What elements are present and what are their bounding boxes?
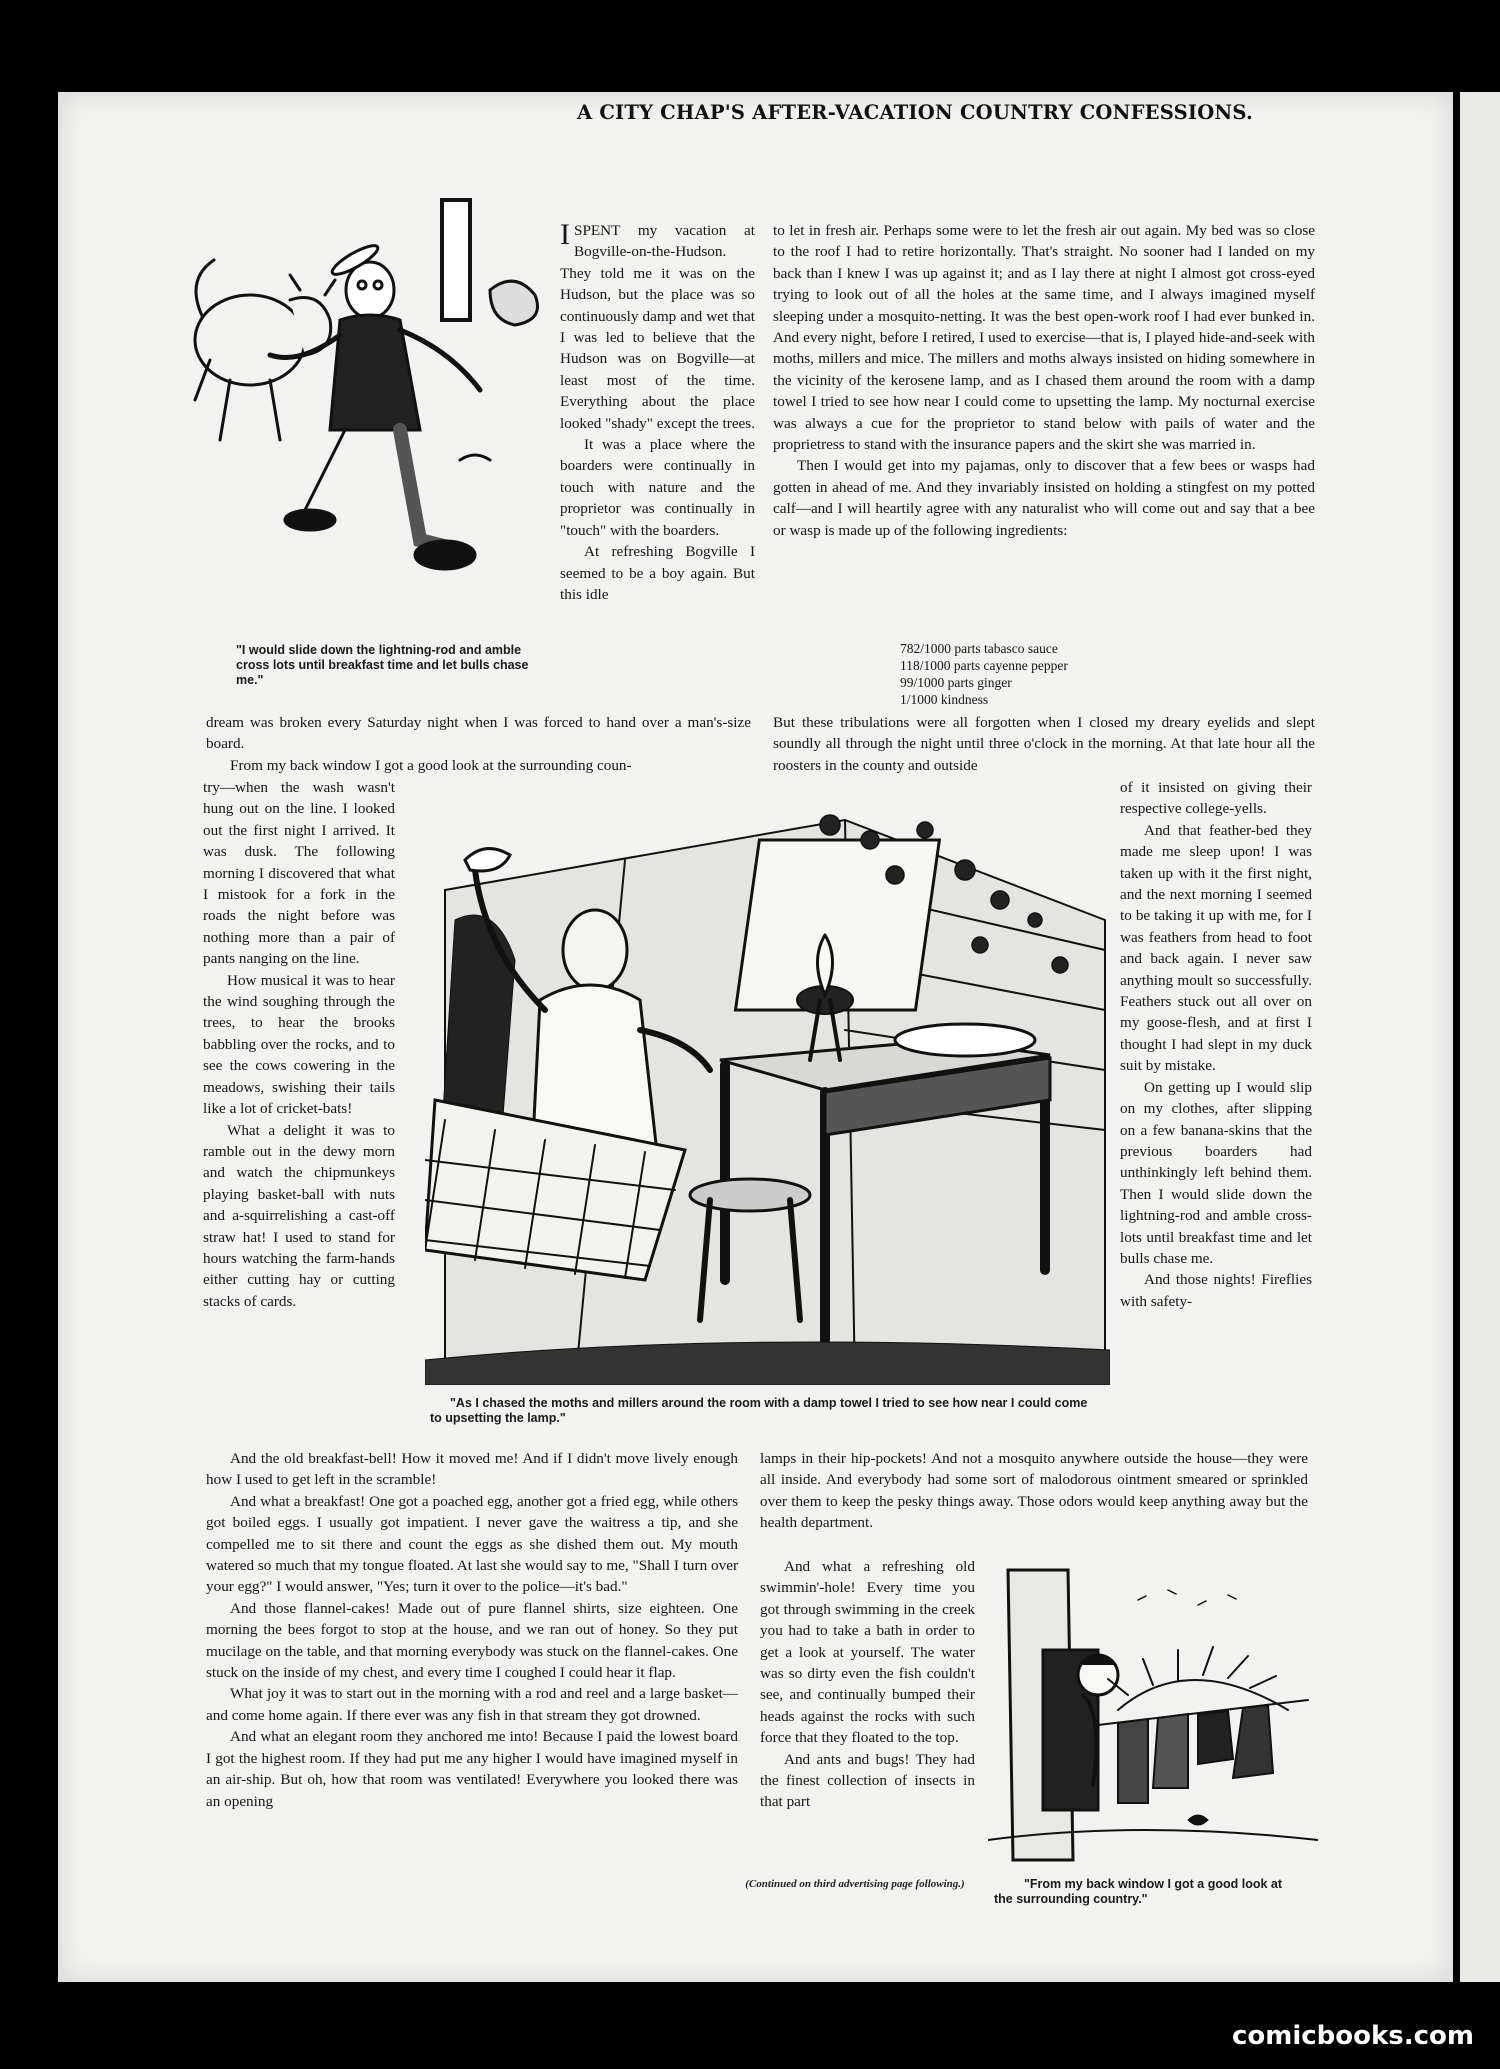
paragraph: And that feather-bed they made me sleep upon! I was taken up with it the first night, and the next morning I seemed to be taking it up with me, for I was feathers from head to foot and back again. I never saw anything moult so successfully. Feathers stuck out all over on my goose-flesh, and at first I thought I had slept in my duck suit by mistake. bbox=[1120, 821, 1312, 1075]
paragraph: What a delight it was to ramble out in the dewy morn and watch the chipmunkeys playing basket-ball with nuts and a-squirrelishing a cast-off straw hat! I used to stand for hours watching the farm-hands either cutting hay or cutting stacks of cards. bbox=[203, 1121, 395, 1310]
paragraph: How musical it was to hear the wind soughing through the trees, to hear the brooks babbling over the rocks, and to see the cows cowering in the meadows, swishing their tails like a lot of cricket-bats! bbox=[203, 971, 395, 1118]
caption-back-window: "From my back window I got a good look at the surrounding country." bbox=[994, 1877, 1283, 1906]
article-bottom-right-wide bbox=[760, 1448, 1308, 1534]
article-column-a-top bbox=[560, 220, 755, 605]
article-column-right-top bbox=[773, 220, 1315, 541]
ingredient-item: 99/1000 parts ginger bbox=[900, 675, 1012, 690]
article-wide-right bbox=[773, 712, 1315, 776]
article-bottom-right-narrow bbox=[760, 1556, 975, 1813]
continued-note: (Continued on third advertising page following.) bbox=[745, 1878, 965, 1890]
paragraph: And what a refreshing old swimmin'-hole! Every time you got through swimming in the creek you had to take a bath in order to get a look at yourself. The water was so dirty even the fish couldn't see, and continually bumped their heads against the rocks with such force that they floated to the top. bbox=[760, 1558, 975, 1747]
paragraph: And ants and bugs! They had the finest collection of insects in that part bbox=[760, 1750, 975, 1811]
paragraph: From my back window I got a good look at the surrounding coun- bbox=[230, 756, 632, 774]
paragraph: of it insisted on giving their respective college-yells. bbox=[1120, 779, 1312, 818]
paragraph: to let in fresh air. Perhaps some were to let the fresh air out again. My bed was so close to the roof I had to retire horizontally. That's straight. No sooner had I landed on my back than I knew I was up against it; and as I lay there at night I almost got cross-eyed trying to look out of all the holes at the same time, and I always imagined myself sleeping under a mosquito-netting. It was the best open-work roof I had ever bunked in. And every night, before I retired, I used to exercise—that is, I played hide-and-seek with moths, millers and mice. The millers and moths always insisted on hiding somewhere in the vicinity of the kerosene lamp, and as I chased them around the room with a damp towel I tried to see how near I could come to upsetting the lamp. My nocturnal exercise was always a cue for the proprietor to stand below with pails of water and the proprietress to stand with the insurance papers and the skirt she was married in. bbox=[773, 222, 1315, 454]
ingredients-list bbox=[900, 640, 1160, 708]
paragraph: lamps in their hip-pockets! And not a mosquito anywhere outside the house—they were all inside. And everybody had some sort of malodorous ointment smeared or sprinkled over them to keep the pesky things away. Those odors would keep anything away but the health department. bbox=[760, 1450, 1308, 1532]
headline: A CITY CHAP'S AFTER-VACATION COUNTRY CONFESSIONS. bbox=[577, 101, 1253, 124]
paragraph: And those nights! Fireflies with safety- bbox=[1120, 1271, 1312, 1310]
back-window-illustration bbox=[988, 1560, 1318, 1865]
lamp-room-illustration bbox=[425, 800, 1110, 1385]
paragraph: And those flannel-cakes! Made out of pure flannel shirts, size eighteen. One morning the bees forgot to stop at the house, and we ran out of honey. So they put mucilage on the table, and that morning everybody was stuck on the flannel-cakes. One stuck on the inside of my chest, and every time I coughed I could hear it flap. bbox=[206, 1599, 738, 1682]
drop-cap: I bbox=[560, 218, 570, 251]
caption-bull-chase: "I would slide down the lightning-rod and amble cross lots until breakfast time and let bulls chase me." bbox=[236, 643, 529, 687]
paragraph: And what an elegant room they anchored me into! Because I paid the lowest board I got the highest room. If they had put me any higher I would have imagined myself in an air-ship. But oh, how that room was ventilated! Everywhere you looked there was an opening bbox=[206, 1728, 738, 1810]
bull-chase-illustration bbox=[190, 190, 545, 590]
paragraph: And what a breakfast! One got a poached egg, another got a fried egg, while others got boiled eggs. I usually got impatient. I never gave the waitress a tip, and she compelled me to sit there and count the eggs as she dished them out. My mouth watered so much that my tongue floated. At last she would say to me, "Shall I turn over your egg?" I would answer, "Yes; turn it over to the police—it's bad." bbox=[206, 1492, 738, 1596]
next-page-edge bbox=[1460, 92, 1500, 1982]
paragraph: What joy it was to start out in the morning with a rod and reel and a large basket—and come home again. If there ever was any fish in that stream they got drowned. bbox=[206, 1685, 738, 1724]
article-narrow-right bbox=[1120, 777, 1312, 1312]
article-bottom-left bbox=[206, 1448, 738, 1812]
ingredient-item: 782/1000 parts tabasco sauce bbox=[900, 641, 1058, 656]
ingredient-item: 1/1000 kindness bbox=[900, 692, 989, 707]
article-narrow-left bbox=[203, 777, 395, 1312]
paragraph: At refreshing Bogville I seemed to be a boy again. But this idle bbox=[560, 543, 755, 603]
article-wide-left bbox=[206, 712, 751, 776]
paragraph: On getting up I would slip on my clothes, after slipping on a few banana-skins that the previous boarders had unthinkingly left behind them. Then I would slide down the lightning-rod and amble cross-lots until breakfast time and let bulls chase me. bbox=[1120, 1078, 1312, 1267]
paragraph: SPENT my vacation at Bogville-on-the-Hudson. They told me it was on the Hudson, but the place was so continuously damp and wet that I was led to believe that the Hudson was on Bogville—at least most of the time. Everything about the place looked "shady" except the trees. bbox=[560, 222, 756, 432]
ingredient-item: 118/1000 parts cayenne pepper bbox=[900, 658, 1068, 673]
paragraph: try—when the wash wasn't hung out on the line. I looked out the first night I arrived. It was dusk. The following morning I discovered that what I mistook for a fork in the roads the night before was nothing more than a pair of pants nanging on the line. bbox=[203, 779, 395, 968]
caption-lamp-room: "As I chased the moths and millers around the room with a damp towel I tried to see how near I could come to upsetting the lamp." bbox=[430, 1396, 1088, 1425]
watermark: comicbooks.com bbox=[1231, 2021, 1474, 2051]
paragraph: But these tribulations were all forgotten when I closed my dreary eyelids and slept soundly all through the night until three o'clock in the morning. At that late hour all the roosters in the county and outside bbox=[773, 714, 1315, 774]
paragraph: And the old breakfast-bell! How it moved me! And if I didn't move lively enough how I used to get left in the scramble! bbox=[206, 1450, 738, 1489]
paragraph: It was a place where the boarders were continually in touch with nature and the proprietor was continually in "touch" with the boarders. bbox=[560, 436, 755, 539]
paragraph: dream was broken every Saturday night when I was forced to hand over a man's-size board. bbox=[206, 714, 751, 753]
paragraph: Then I would get into my pajamas, only to discover that a few bees or wasps had gotten in ahead of me. And they invariably insisted on holding a stingfest on my potted calf—and I will heartily agree with any naturalist who will come out and say that a bee or wasp is made up of the following ingredients: bbox=[773, 457, 1315, 539]
